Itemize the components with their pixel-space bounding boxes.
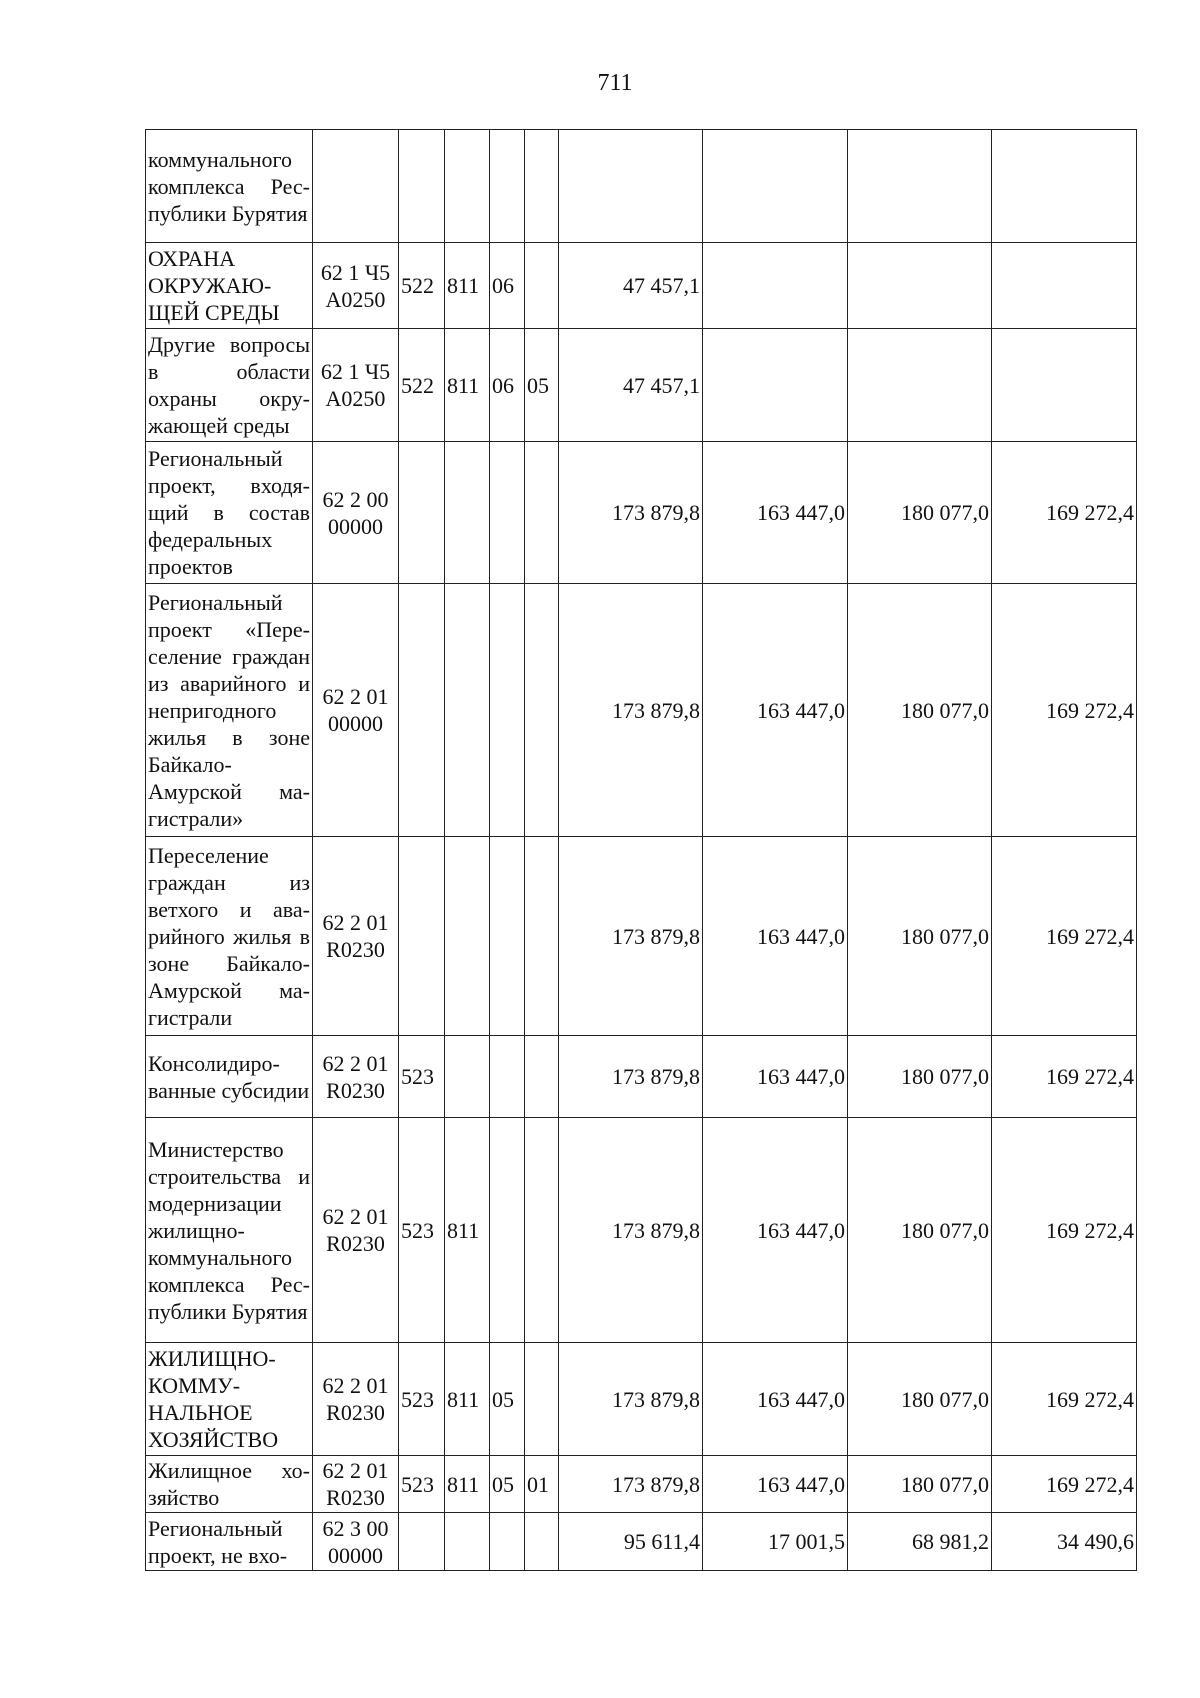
subsection-code-cell: 05: [525, 329, 559, 442]
amount-4-cell: 169 272,4: [992, 1456, 1137, 1513]
target-code-cell: 62 2 01 R0230: [313, 1036, 399, 1118]
amount-1-cell: 47 457,1: [559, 329, 703, 442]
amount-3-cell: 180 077,0: [848, 1343, 992, 1456]
amount-4-cell: [992, 130, 1137, 243]
section-code-cell: [490, 442, 525, 584]
amount-3-cell: [848, 130, 992, 243]
grbs-code-cell: 522: [399, 243, 445, 329]
grbs-code-cell: 523: [399, 1343, 445, 1456]
section-code-cell: [490, 584, 525, 837]
subsection-code-cell: [525, 1343, 559, 1456]
row-name: Региональный проект, не вхо-: [146, 1513, 313, 1571]
amount-2-cell: [703, 329, 848, 442]
amount-2-cell: 163 447,0: [703, 837, 848, 1036]
department-code-cell: [445, 837, 490, 1036]
department-code-cell: 811: [445, 243, 490, 329]
amount-2-cell: 163 447,0: [703, 1343, 848, 1456]
amount-4-cell: 169 272,4: [992, 1036, 1137, 1118]
grbs-code-cell: [399, 130, 445, 243]
department-code-cell: 811: [445, 329, 490, 442]
grbs-code-cell: 522: [399, 329, 445, 442]
section-code-cell: [490, 1036, 525, 1118]
section-code-cell: [490, 837, 525, 1036]
amount-3-cell: 180 077,0: [848, 442, 992, 584]
department-code-cell: [445, 1513, 490, 1571]
section-code-cell: [490, 130, 525, 243]
subsection-code-cell: [525, 1513, 559, 1571]
amount-1-cell: 95 611,4: [559, 1513, 703, 1571]
subsection-code-cell: [525, 1036, 559, 1118]
target-code-cell: 62 2 01 00000: [313, 584, 399, 837]
grbs-code-cell: [399, 584, 445, 837]
table-row: [146, 1343, 1137, 1456]
subsection-code-cell: [525, 837, 559, 1036]
row-name: Министерство строительства и модернизации жилищно-коммунального комплекса Республики Бурятия: [146, 1118, 313, 1343]
row-name: коммунального комплекса Республики Бурятия: [146, 130, 313, 243]
target-code-cell: 62 2 01 R0230: [313, 1343, 399, 1456]
amount-3-cell: 180 077,0: [848, 1456, 992, 1513]
amount-2-cell: [703, 130, 848, 243]
table-row: [146, 1118, 1137, 1343]
amount-3-cell: [848, 243, 992, 329]
amount-1-cell: 173 879,8: [559, 837, 703, 1036]
amount-4-cell: 169 272,4: [992, 584, 1137, 837]
department-code-cell: [445, 584, 490, 837]
department-code-cell: [445, 1036, 490, 1118]
row-name: ОХРАНА ОКРУЖАЮ-ЩЕЙ СРЕДЫ: [146, 243, 313, 329]
row-name: Жилищное хозяйство: [146, 1456, 313, 1513]
page-number: 711: [597, 70, 633, 96]
table-body: [146, 130, 1137, 1571]
amount-3-cell: 180 077,0: [848, 837, 992, 1036]
grbs-code-cell: 523: [399, 1118, 445, 1343]
subsection-code-cell: [525, 584, 559, 837]
row-name: Региональный проект, входящий в состав федеральных проектов: [146, 442, 313, 584]
section-code-cell: 05: [490, 1343, 525, 1456]
department-code-cell: 811: [445, 1456, 490, 1513]
grbs-code-cell: 523: [399, 1456, 445, 1513]
subsection-code-cell: [525, 1118, 559, 1343]
target-code-cell: 62 1 Ч5 А0250: [313, 243, 399, 329]
grbs-code-cell: 523: [399, 1036, 445, 1118]
department-code-cell: 811: [445, 1118, 490, 1343]
amount-3-cell: 180 077,0: [848, 1036, 992, 1118]
table-row: [146, 1513, 1137, 1571]
amount-2-cell: [703, 243, 848, 329]
row-name: ЖИЛИЩНО-КОММУ-НАЛЬНОЕ ХОЗЯЙСТВО: [146, 1343, 313, 1456]
section-code-cell: 06: [490, 243, 525, 329]
amount-4-cell: 169 272,4: [992, 1343, 1137, 1456]
amount-1-cell: 173 879,8: [559, 1343, 703, 1456]
department-code-cell: 811: [445, 1343, 490, 1456]
budget-table: [145, 129, 1137, 1571]
subsection-code-cell: [525, 243, 559, 329]
amount-2-cell: 163 447,0: [703, 584, 848, 837]
amount-4-cell: 169 272,4: [992, 837, 1137, 1036]
row-name: Консолидированные субсидии: [146, 1036, 313, 1118]
section-code-cell: 06: [490, 329, 525, 442]
amount-4-cell: [992, 329, 1137, 442]
section-code-cell: [490, 1118, 525, 1343]
target-code-cell: 62 2 00 00000: [313, 442, 399, 584]
table-row: [146, 243, 1137, 329]
amount-3-cell: 180 077,0: [848, 1118, 992, 1343]
subsection-code-cell: [525, 130, 559, 243]
amount-1-cell: 173 879,8: [559, 1118, 703, 1343]
amount-1-cell: 173 879,8: [559, 1456, 703, 1513]
amount-2-cell: 163 447,0: [703, 1036, 848, 1118]
amount-4-cell: 169 272,4: [992, 1118, 1137, 1343]
table-row: [146, 1036, 1137, 1118]
amount-3-cell: 180 077,0: [848, 584, 992, 837]
amount-3-cell: [848, 329, 992, 442]
grbs-code-cell: [399, 837, 445, 1036]
amount-1-cell: 173 879,8: [559, 442, 703, 584]
amount-1-cell: 173 879,8: [559, 1036, 703, 1118]
row-name: Другие вопросы в области охраны окружающей среды: [146, 329, 313, 442]
table-row: [146, 837, 1137, 1036]
table-row: [146, 1456, 1137, 1513]
amount-4-cell: 169 272,4: [992, 442, 1137, 584]
amount-2-cell: 17 001,5: [703, 1513, 848, 1571]
table-row: [146, 442, 1137, 584]
target-code-cell: 62 1 Ч5 А0250: [313, 329, 399, 442]
target-code-cell: 62 3 00 00000: [313, 1513, 399, 1571]
table-row: [146, 329, 1137, 442]
amount-3-cell: 68 981,2: [848, 1513, 992, 1571]
target-code-cell: 62 2 01 R0230: [313, 1118, 399, 1343]
row-name: Переселение граждан из ветхого и аварийного жилья в зоне Байкало-Амурской магистрали: [146, 837, 313, 1036]
grbs-code-cell: [399, 1513, 445, 1571]
table-row: [146, 130, 1137, 243]
grbs-code-cell: [399, 442, 445, 584]
amount-1-cell: 47 457,1: [559, 243, 703, 329]
subsection-code-cell: [525, 442, 559, 584]
department-code-cell: [445, 442, 490, 584]
table-row: [146, 584, 1137, 837]
amount-4-cell: [992, 243, 1137, 329]
target-code-cell: [313, 130, 399, 243]
target-code-cell: 62 2 01 R0230: [313, 1456, 399, 1513]
amount-2-cell: 163 447,0: [703, 1456, 848, 1513]
row-name: Региональный проект «Переселение граждан из аварийного и непригодного жилья в зоне Байкало-Амурской магистрали»: [146, 584, 313, 837]
amount-1-cell: 173 879,8: [559, 584, 703, 837]
target-code-cell: 62 2 01 R0230: [313, 837, 399, 1036]
section-code-cell: 05: [490, 1456, 525, 1513]
department-code-cell: [445, 130, 490, 243]
amount-2-cell: 163 447,0: [703, 442, 848, 584]
amount-1-cell: [559, 130, 703, 243]
amount-4-cell: 34 490,6: [992, 1513, 1137, 1571]
amount-2-cell: 163 447,0: [703, 1118, 848, 1343]
section-code-cell: [490, 1513, 525, 1571]
subsection-code-cell: 01: [525, 1456, 559, 1513]
